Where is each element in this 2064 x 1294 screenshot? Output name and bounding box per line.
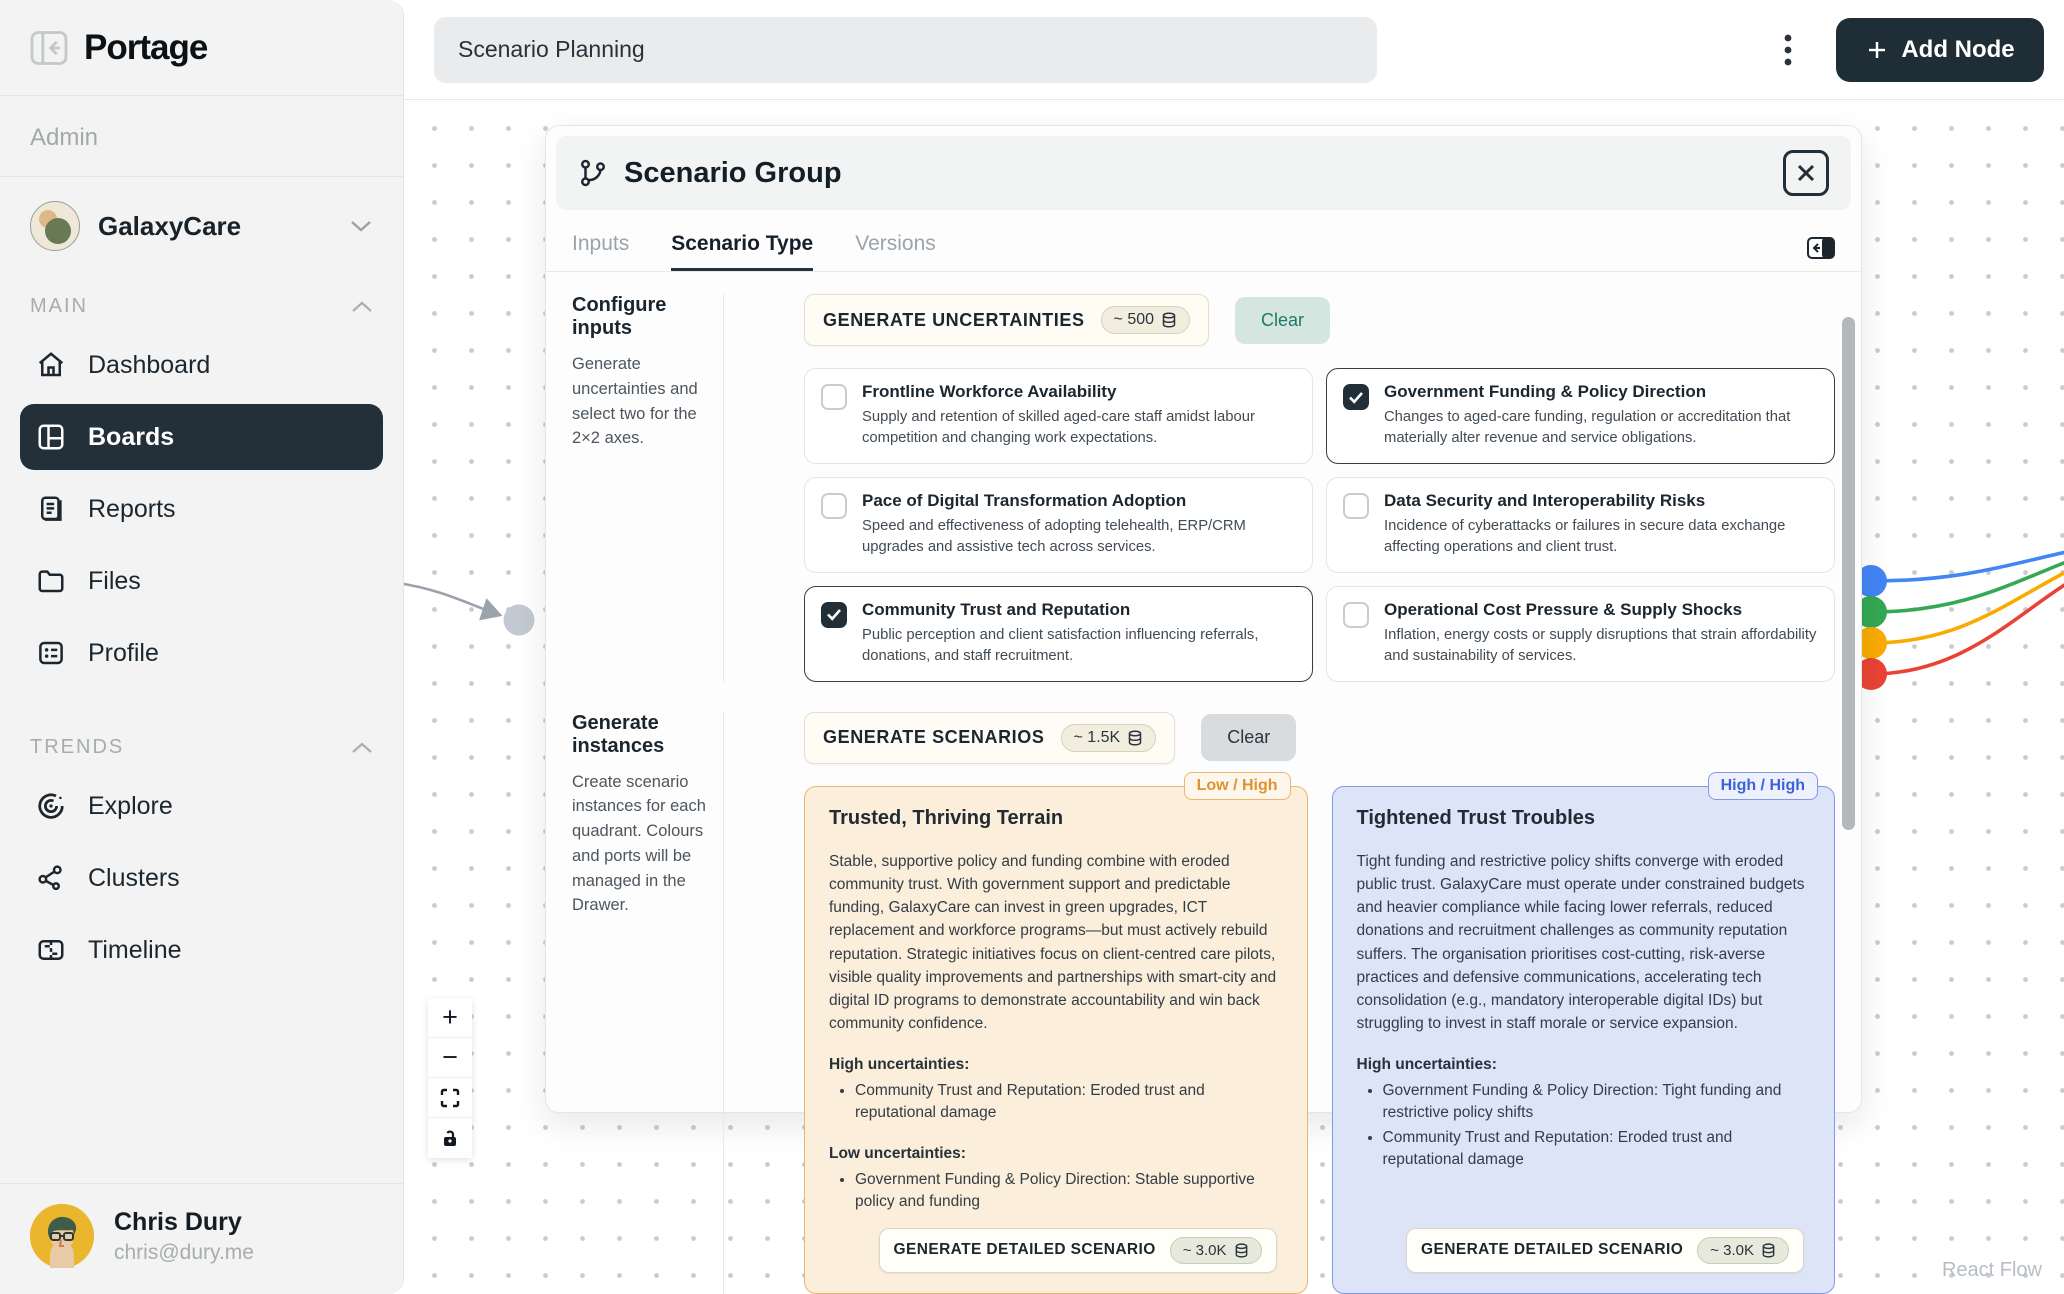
generate-uncertainties-button[interactable] — [804, 294, 1209, 346]
explore-icon — [36, 791, 66, 821]
low-uncertainties-label: Low uncertainties: — [829, 1144, 966, 1162]
plus-icon — [1865, 38, 1889, 62]
high-uncertainties-label: High uncertainties: — [1356, 1055, 1497, 1073]
org-selector[interactable] — [0, 177, 403, 261]
list-item: • Government Funding & Policy Direction: Stable supportive policy and funding — [855, 1169, 1283, 1214]
sidebar-item-label: Explore — [88, 791, 173, 820]
coins-icon — [1234, 1243, 1249, 1258]
cost-badge — [1101, 306, 1190, 334]
sidebar-item-explore[interactable] — [20, 773, 383, 839]
checkbox-unchecked[interactable] — [1343, 602, 1369, 628]
configure-inputs-section — [572, 294, 1835, 682]
chevron-down-icon — [349, 219, 373, 233]
scenario-card-tightened-trust[interactable] — [1332, 776, 1836, 1294]
generate-scenarios-label: GENERATE SCENARIOS — [823, 727, 1045, 748]
scenario-card-trusted-thriving[interactable] — [804, 776, 1308, 1294]
clusters-icon — [36, 863, 66, 893]
boards-icon — [36, 422, 66, 452]
add-node-label: Add Node — [1901, 35, 2015, 63]
main-section-label: MAIN — [30, 295, 88, 317]
generate-instances-heading: Generate instances — [572, 711, 665, 757]
sidebar-item-label: Files — [88, 566, 141, 595]
scenario-title: Tightened Trust Troubles — [1356, 806, 1596, 829]
chevron-up-icon — [351, 742, 373, 754]
uncertainty-title: Government Funding & Policy Direction — [1384, 382, 1707, 401]
uncertainty-card-frontline-workforce[interactable] — [804, 368, 1313, 464]
user-email: chris@dury.me — [114, 1240, 254, 1264]
sidebar — [0, 0, 404, 1294]
uncertainty-card-operational-cost[interactable] — [1326, 586, 1835, 682]
logo-row — [0, 0, 403, 96]
uncertainty-description: Speed and effectiveness of adopting telehealth, ERP/CRM upgrades and assistive tech across services. — [862, 517, 1246, 556]
reports-icon — [36, 494, 66, 524]
sidebar-collapse-icon[interactable] — [30, 31, 68, 65]
trends-section-label: TRENDS — [30, 736, 125, 758]
org-name: GalaxyCare — [98, 210, 242, 241]
files-icon — [36, 566, 66, 596]
coins-icon — [1161, 312, 1177, 328]
sidebar-item-label: Dashboard — [88, 350, 211, 379]
uncertainty-card-digital-transformation[interactable] — [804, 477, 1313, 573]
cta-label: GENERATE DETAILED SCENARIO — [1421, 1241, 1684, 1259]
canvas-controls — [428, 998, 472, 1158]
generate-uncertainties-label: GENERATE UNCERTAINTIES — [823, 309, 1085, 330]
edge-orange[interactable] — [1871, 572, 2064, 643]
scenario-body: Stable, supportive policy and funding combine with eroded community trust. With government support and predictable funding, GalaxyCare can invest in green upgrades, ICT replacement and workforce programs—but must actively rebuild reputation. Strategic initiatives focus on client-centred care pilots, visible quality improvements and partnerships with smart-city and digital ID programs to demonstrate accountability and win back community confidence. — [829, 852, 1277, 1033]
chevron-up-icon — [351, 301, 373, 313]
high-uncertainties-list — [855, 1078, 1283, 1125]
uncertainty-description: Public perception and client satisfaction influencing referrals, donations, and staff recruitment. — [862, 626, 1259, 665]
list-item: • Government Funding & Policy Direction: Tight funding and restrictive policy shifts — [1383, 1080, 1811, 1125]
uncertainty-description: Inflation, energy costs or supply disruptions that strain affordability and sustainability of services. — [1384, 626, 1817, 665]
topbar — [404, 0, 2064, 100]
generate-detailed-scenario-button[interactable] — [1406, 1228, 1804, 1273]
edge-red[interactable] — [1871, 584, 2064, 674]
uncertainty-title: Operational Cost Pressure & Supply Shocks — [1384, 599, 1743, 619]
uncertainty-description: Changes to aged-care funding, regulation or accreditation that materially alter revenue and service obligations. — [1384, 409, 1791, 447]
cost-value: ~ 1.5K — [1073, 728, 1121, 746]
quadrant-badge: High / High — [1708, 772, 1818, 800]
main-nav — [0, 318, 403, 692]
uncertainty-description: Incidence of cyberattacks or failures in secure data exchange affecting operations and client trust. — [1384, 517, 1786, 556]
close-icon[interactable] — [1783, 150, 1829, 196]
checkbox-unchecked[interactable] — [821, 493, 847, 519]
home-icon — [36, 350, 66, 380]
uncertainties-grid — [804, 368, 1835, 682]
generate-instances-description: Create scenario instances for each quadrant. Colours and ports will be managed in the Drawer. — [572, 772, 706, 915]
checkbox-unchecked[interactable] — [1343, 493, 1369, 519]
edge-blue[interactable] — [1871, 552, 2064, 581]
lock-icon[interactable] — [428, 1118, 472, 1158]
timeline-icon — [36, 935, 66, 965]
high-uncertainties-label: High uncertainties: — [829, 1055, 970, 1073]
list-item: • Community Trust and Reputation: Eroded trust and reputational damage — [855, 1080, 1283, 1125]
list-item: • Community Trust and Reputation: Eroded trust and reputational damage — [1383, 1127, 1811, 1172]
cta-label: GENERATE DETAILED SCENARIO — [893, 1241, 1156, 1259]
panel-title: Scenario Group — [624, 156, 842, 189]
sidebar-item-reports[interactable] — [20, 476, 383, 542]
trends-section-header[interactable] — [0, 736, 403, 759]
input-port-handle[interactable] — [504, 605, 535, 636]
sidebar-item-label: Clusters — [88, 863, 180, 892]
generate-scenarios-button[interactable] — [804, 712, 1175, 764]
clear-scenarios-button[interactable]: Clear — [1201, 714, 1296, 761]
cost-badge — [1170, 1237, 1262, 1264]
clear-uncertainties-button[interactable]: Clear — [1235, 297, 1330, 344]
checkbox-checked[interactable] — [1343, 384, 1369, 410]
cost-value: ~ 3.0K — [1182, 1241, 1227, 1259]
low-uncertainties-list — [855, 1167, 1283, 1214]
configure-inputs-sidebar — [572, 294, 724, 682]
tab-bar — [546, 220, 1861, 272]
sidebar-item-files[interactable] — [20, 548, 383, 614]
cost-value: ~ 500 — [1113, 311, 1155, 328]
trends-nav — [0, 759, 403, 989]
quadrant-badge: Low / High — [1184, 772, 1291, 800]
uncertainty-card-community-trust[interactable] — [804, 586, 1313, 682]
generate-instances-section — [572, 712, 1835, 1294]
uncertainty-card-data-security[interactable] — [1326, 477, 1835, 573]
admin-section — [0, 96, 403, 177]
sidebar-item-label: Timeline — [88, 935, 182, 964]
generate-detailed-scenario-button[interactable] — [879, 1228, 1277, 1273]
tab-scenario-type[interactable]: Scenario Type — [671, 232, 813, 271]
high-uncertainties-list — [1383, 1078, 1811, 1172]
uncertainty-title: Pace of Digital Transformation Adoption — [862, 490, 1187, 510]
add-node-button[interactable] — [1836, 18, 2044, 82]
panel-scrollbar-thumb[interactable] — [1842, 317, 1855, 830]
flow-canvas[interactable] — [404, 100, 2064, 1294]
zoom-out-icon[interactable]: − — [428, 1038, 472, 1078]
sidebar-item-clusters[interactable] — [20, 845, 383, 911]
configure-inputs-description: Generate uncertainties and select two for the 2×2 axes. — [572, 355, 698, 448]
scenario-title: Trusted, Thriving Terrain — [829, 806, 1064, 829]
sidebar-item-boards[interactable] — [20, 404, 383, 470]
configure-inputs-heading: Configure inputs — [572, 294, 667, 339]
cost-badge — [1697, 1237, 1789, 1264]
edge-incoming[interactable] — [398, 583, 500, 615]
main-section-header[interactable] — [0, 295, 403, 318]
sidebar-item-label: Profile — [88, 638, 159, 667]
zoom-in-icon[interactable]: + — [428, 998, 472, 1038]
checkbox-unchecked[interactable] — [821, 384, 847, 410]
tab-versions[interactable]: Versions — [855, 232, 936, 255]
fit-view-icon[interactable] — [428, 1078, 472, 1118]
profile-icon — [36, 638, 66, 668]
coins-icon — [1127, 730, 1143, 746]
board-title-input[interactable] — [434, 17, 1377, 83]
scenario-group-panel — [545, 125, 1862, 1259]
scenario-group-icon — [578, 158, 608, 188]
user-menu[interactable] — [0, 1183, 403, 1294]
drawer-toggle-icon[interactable] — [1807, 237, 1835, 271]
sidebar-item-label: Boards — [88, 422, 175, 451]
coins-icon — [1761, 1243, 1776, 1258]
user-name: Chris Dury — [114, 1207, 242, 1236]
checkbox-checked[interactable] — [821, 602, 847, 628]
scenario-cards-grid — [804, 776, 1835, 1294]
generate-instances-sidebar — [572, 712, 724, 1294]
uncertainty-title: Community Trust and Reputation — [862, 599, 1131, 619]
cost-badge — [1061, 724, 1157, 752]
uncertainty-title: Data Security and Interoperability Risks — [1384, 490, 1706, 510]
main-area — [404, 0, 2064, 1294]
scenario-body: Tight funding and restrictive policy shifts converge with eroded public trust. GalaxyCare must operate under constrained budgets and heavier compliance while facing lower referrals, reduced donations and recruitment challenges as community reputation suffers. The organisation prioritises cost-cutting, risk-averse practices and defensive communications, accelerating tech consolidation (e.g., mandatory interoperable digital IDs) but struggling to invest in staff morale or service expansion. — [1356, 852, 1805, 1033]
react-flow-attribution: React Flow — [1941, 1259, 2042, 1281]
panel-header — [556, 136, 1851, 210]
kebab-menu-icon[interactable] — [1768, 26, 1808, 74]
sidebar-item-dashboard[interactable] — [20, 332, 383, 398]
sidebar-item-profile[interactable] — [20, 620, 383, 686]
user-avatar — [30, 1204, 94, 1268]
tab-inputs[interactable]: Inputs — [572, 232, 630, 255]
uncertainty-title: Frontline Workforce Availability — [862, 382, 1117, 401]
app-logo: Portage — [84, 27, 208, 67]
edge-green[interactable] — [1871, 562, 2064, 612]
sidebar-item-label: Reports — [88, 494, 176, 523]
org-avatar — [30, 201, 80, 251]
uncertainty-card-government-funding[interactable] — [1326, 368, 1835, 464]
sidebar-item-timeline[interactable] — [20, 917, 383, 983]
admin-label: Admin — [30, 124, 99, 151]
panel-body — [546, 272, 1861, 1259]
uncertainty-description: Supply and retention of skilled aged-care staff amidst labour competition and changing work expectations. — [862, 409, 1255, 447]
cost-value: ~ 3.0K — [1710, 1241, 1754, 1259]
